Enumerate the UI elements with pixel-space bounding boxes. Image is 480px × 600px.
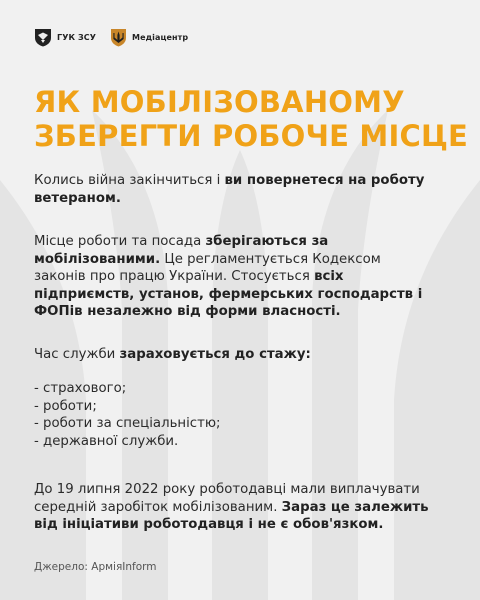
p1-text: Колись війна закінчиться і — [34, 173, 225, 188]
list-item: - страхового; — [34, 381, 127, 396]
list-item: - роботи; — [34, 398, 97, 414]
p2-bold-3: всіх — [314, 269, 344, 284]
paragraph-salary — [34, 481, 454, 534]
p1-bold-2: ветераном. — [34, 190, 121, 206]
guk-zsu-logo — [34, 28, 96, 47]
p4-bold-1: Зараз це залежить — [281, 499, 429, 515]
p3-bold: зараховується до стажу: — [119, 347, 311, 362]
seniority-list — [34, 380, 221, 450]
p2-bold-2: мобілізованими. — [34, 251, 161, 267]
trident-shield-icon — [110, 28, 127, 47]
p4-bold-2: від ініціативи роботодавця і не є обов'язком. — [34, 517, 384, 532]
header-logos — [34, 27, 188, 47]
title-line-2: ЗБЕРЕГТИ РОБОЧЕ МІСЦЕ — [34, 119, 469, 153]
list-item: - державної служби. — [34, 433, 179, 449]
p2-bold-1: зберігаються за — [205, 234, 329, 249]
paragraph-service-time — [34, 346, 454, 364]
guk-zsu-label: ГУК ЗСУ — [57, 32, 97, 42]
mediacenter-logo — [110, 28, 188, 47]
source-note: Джерело: АрміяInform — [34, 561, 157, 573]
p1-bold-1: ви повернетеся на роботу — [224, 173, 425, 188]
shield-bird-icon — [34, 28, 52, 47]
p3-text: Час служби — [34, 347, 120, 362]
p2-text-3: законів про працю України. Стосується — [34, 269, 315, 284]
page-title — [34, 85, 468, 153]
p2-text-2: Це регламентується Кодексом — [160, 251, 381, 267]
list-item: - роботи за спеціальністю; — [34, 416, 221, 431]
p2-bold-4: підприємств, установ, фермерських господарств і — [34, 286, 423, 302]
p4-text-2: середній заробіток мобілізованим. — [34, 499, 282, 515]
paragraph-job-kept — [34, 233, 454, 321]
title-line-1: ЯК МОБІЛІЗОВАНОМУ — [34, 85, 405, 119]
mediacenter-label: Медіацентр — [132, 32, 189, 42]
p4-text-1: До 19 липня 2022 року роботодавці мали виплачувати — [34, 482, 420, 497]
p2-bold-5: ФОПів незалежно від форми власності. — [34, 304, 341, 319]
p2-text-1: Місце роботи та посада — [34, 234, 206, 249]
paragraph-war-ends — [34, 172, 454, 207]
